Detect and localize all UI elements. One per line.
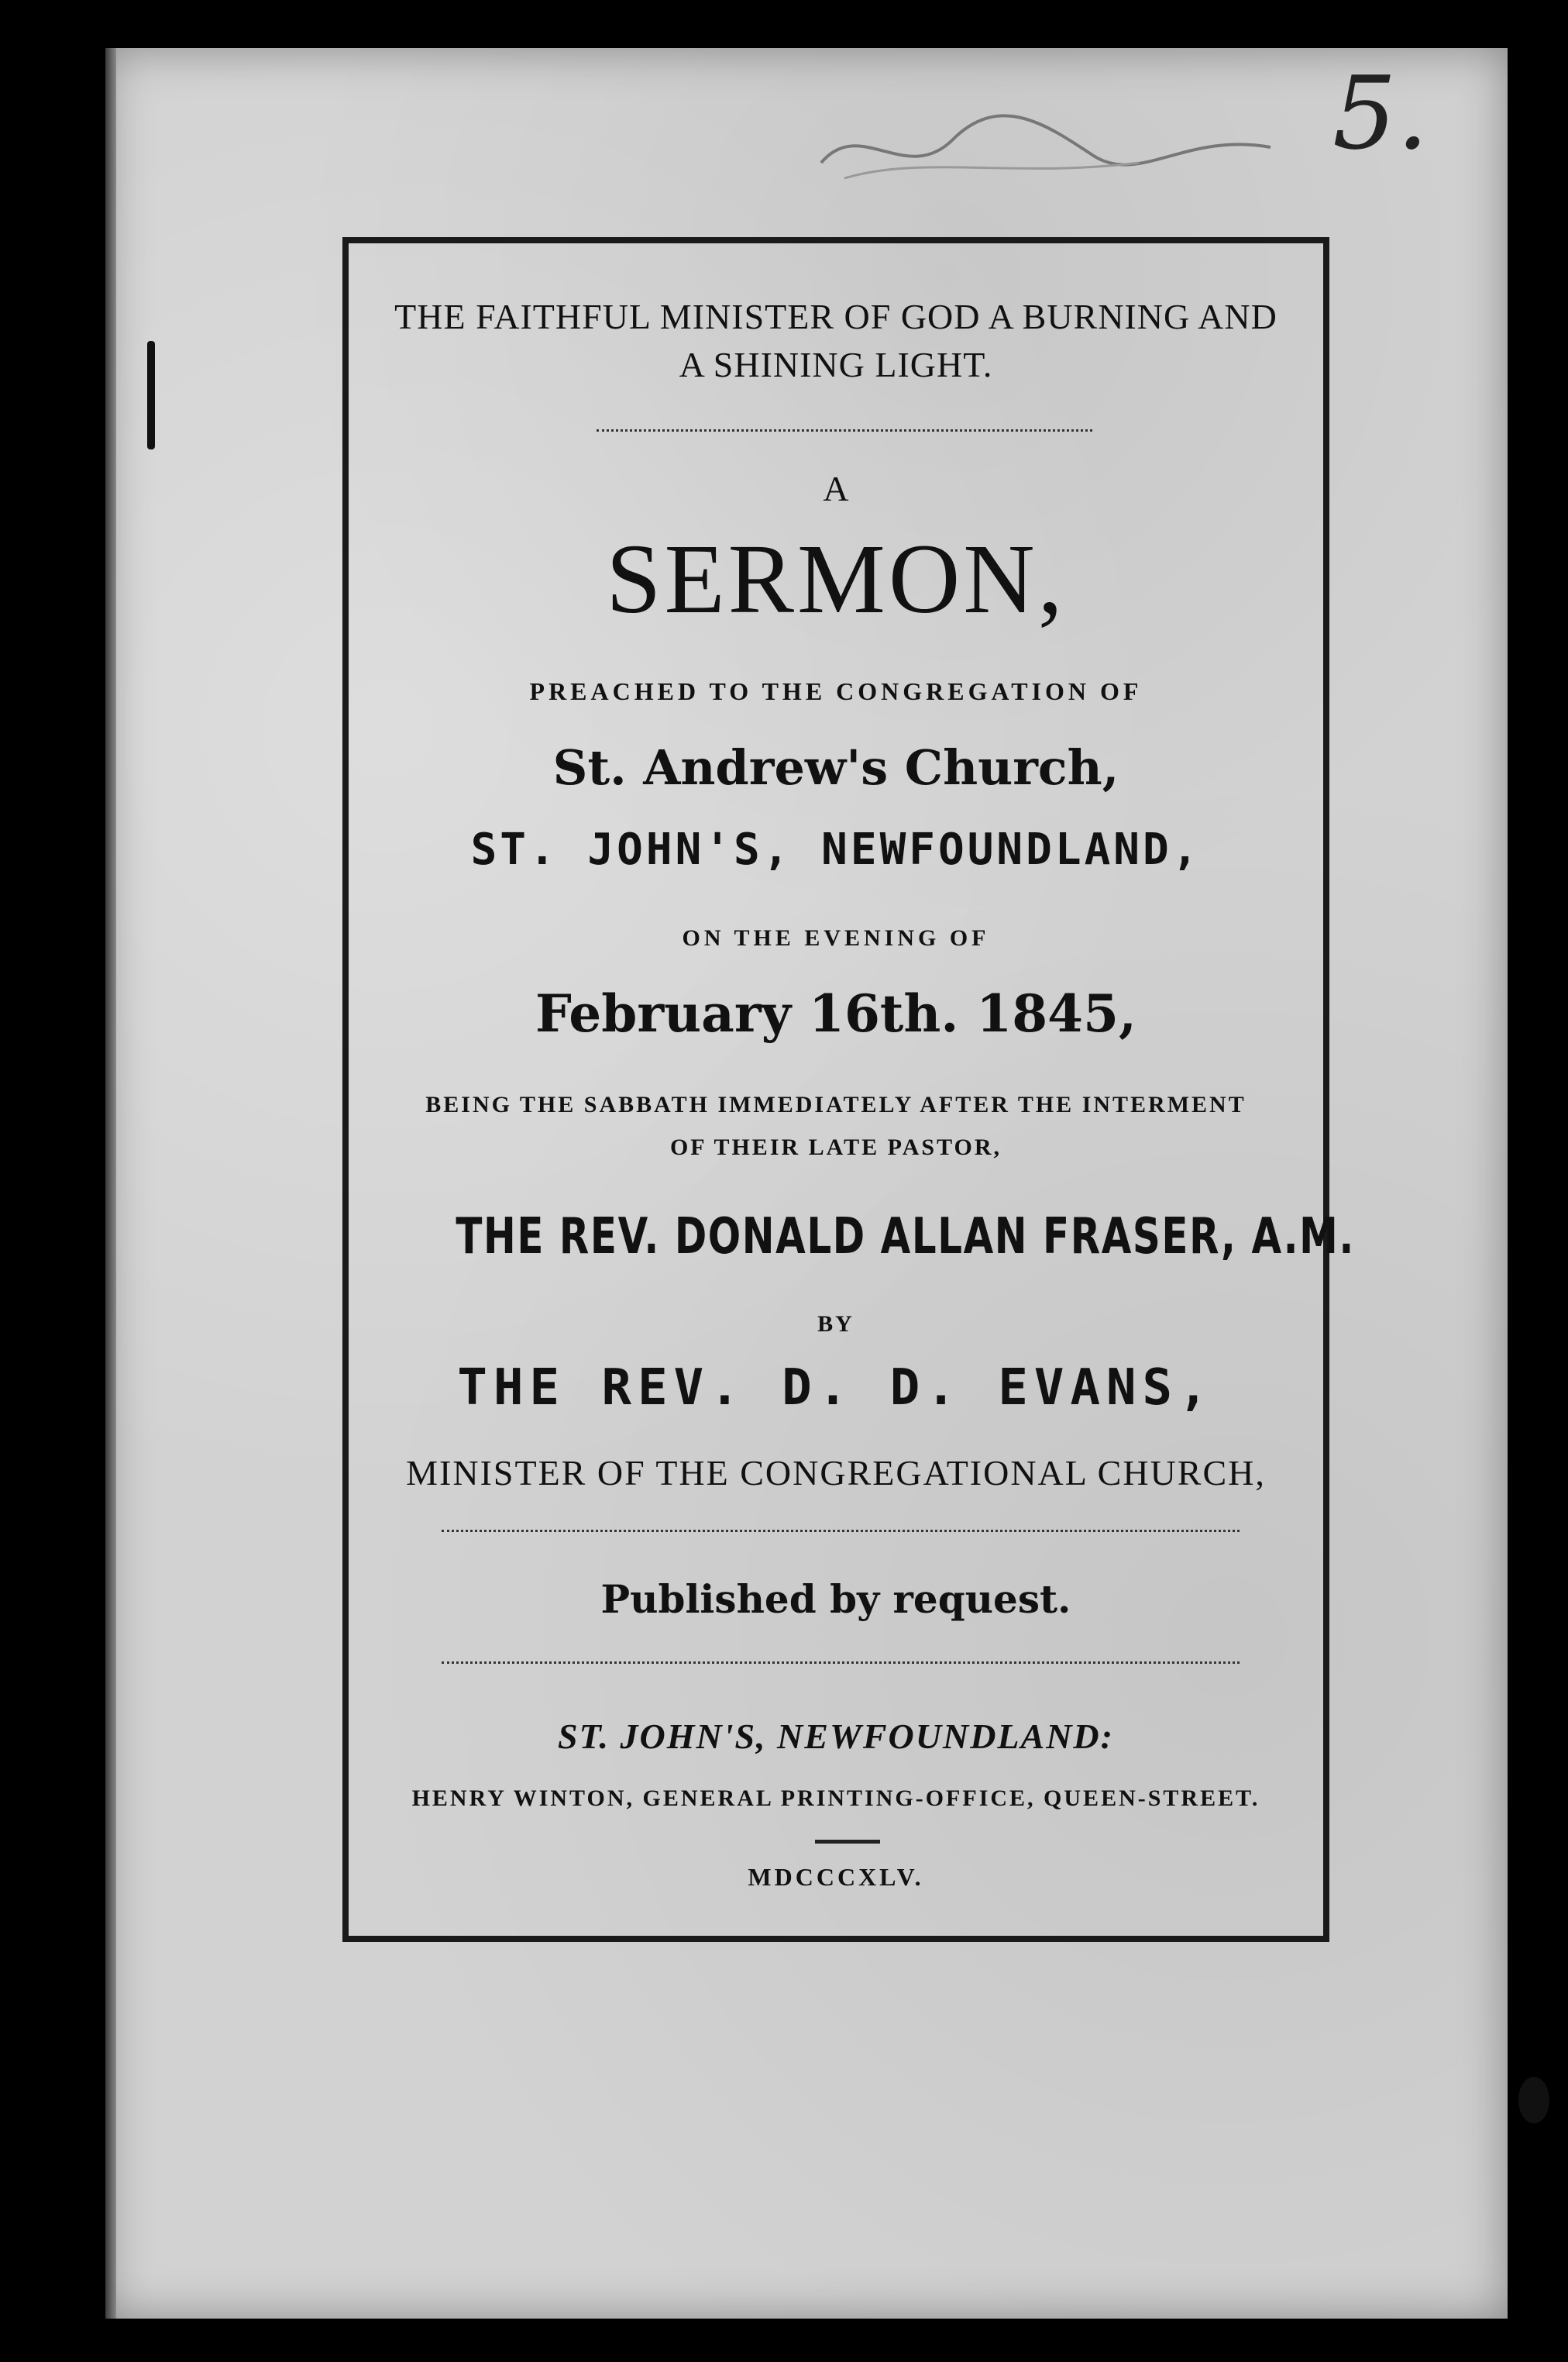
short-rule [815,1840,880,1844]
heading-sermon: SERMON, [606,524,1066,634]
location-line: ST. JOHN'S, NEWFOUNDLAND, [470,825,1202,875]
ornamental-rule [442,1530,1240,1537]
pencil-annotation [813,101,1278,194]
preached-to-line: PREACHED TO THE CONGREGATION OF [529,677,1143,705]
printer-line: HENRY WINTON, GENERAL PRINTING-OFFICE, QUEEN-STREET. [411,1785,1260,1811]
church-name: St. Andrew's Church, [552,739,1119,796]
author-name: THE REV. D. D. EVANS, [457,1359,1215,1417]
ornamental-rule [597,429,1092,436]
sermon-date: February 16th. 1845, [535,983,1136,1044]
occasion-line-1: BEING THE SABBATH IMMEDIATELY AFTER THE INTERMENT [425,1092,1246,1117]
edge-blot [1518,2077,1549,2123]
late-pastor-name: THE REV. DONALD ALLAN FRASER, A.M. [456,1208,1355,1265]
sermon-title: THE FAITHFUL MINISTER OF GOD A BURNING AND A SHINING LIGHT. [394,297,1277,384]
ornamental-rule [442,1661,1240,1668]
imprint-place: ST. JOHN'S, NEWFOUNDLAND: [558,1716,1114,1756]
page-binding-edge [105,48,116,2319]
published-note: Published by request. [600,1576,1071,1622]
evening-line: ON THE EVENING OF [682,925,990,951]
author-title: MINISTER OF THE CONGREGATIONAL CHURCH, [406,1453,1266,1493]
title-page-content [349,243,1355,1936]
handwritten-number: 5. [1332,54,1429,172]
title-page-border [342,237,1355,1942]
article-a: A [823,469,849,508]
binding-mark [147,341,155,449]
occasion-line-2: OF THEIR LATE PASTOR, [669,1135,1002,1160]
publication-year: MDCCCXLV. [748,1863,924,1891]
by-line: BY [817,1311,854,1337]
